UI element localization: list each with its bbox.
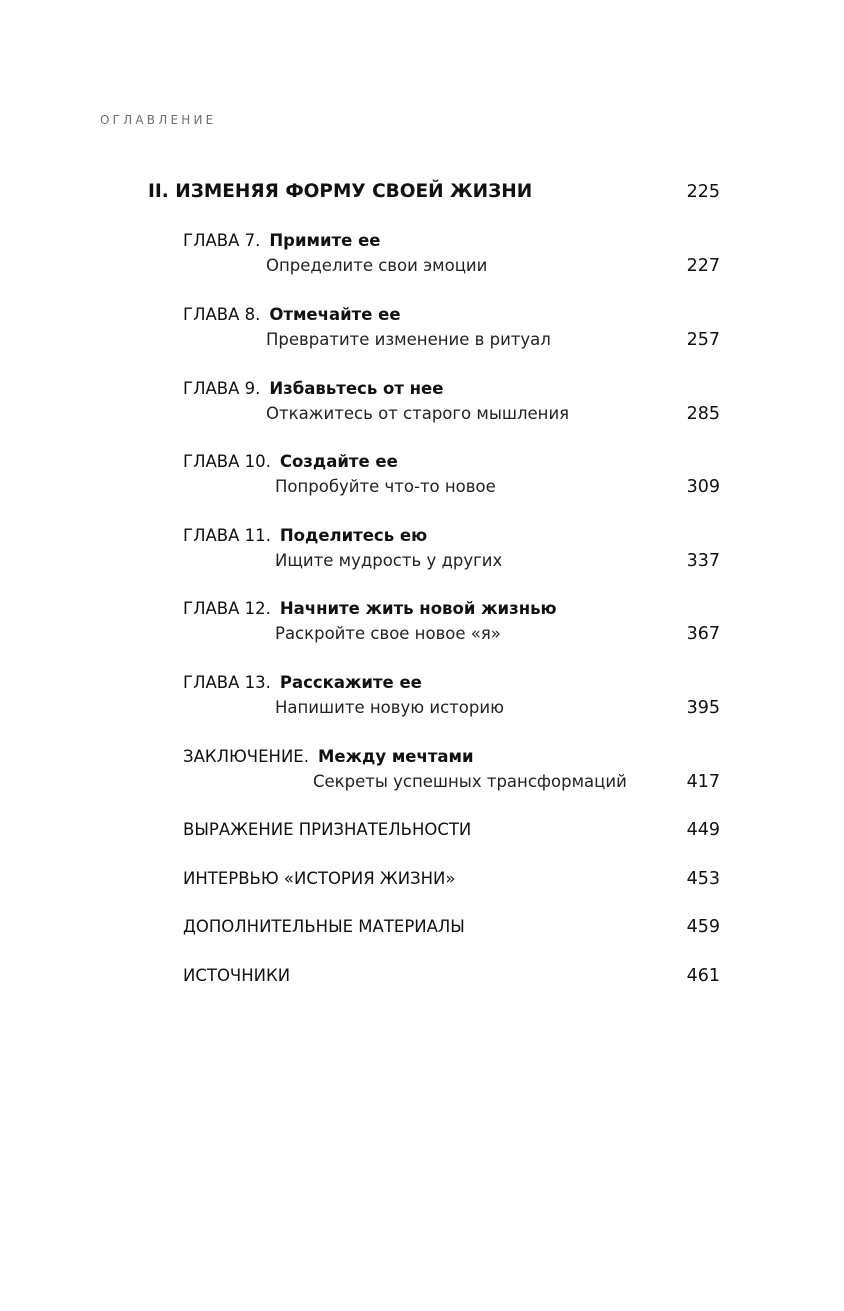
toc-chapter-7[interactable] (183, 231, 720, 279)
chapter-label: ГЛАВА 9. (183, 379, 261, 398)
chapter-subtitle: Напишите новую историю (275, 698, 504, 717)
chapter-subtitle: Превратите изменение в ритуал (266, 330, 551, 349)
chapter-page-number: 395 (686, 698, 720, 718)
toc-interview[interactable] (183, 869, 720, 893)
entry-title: ВЫРАЖЕНИЕ ПРИЗНАТЕЛЬНОСТИ (183, 820, 472, 839)
entry-page-number: 459 (686, 917, 720, 937)
toc-additional-materials[interactable] (183, 917, 720, 941)
chapter-title: Избавьтесь от нее (269, 379, 444, 398)
chapter-subtitle: Ищите мудрость у других (275, 551, 503, 570)
chapter-title: Расскажите ее (279, 673, 422, 692)
entry-title: ДОПОЛНИТЕЛЬНЫЕ МАТЕРИАЛЫ (183, 917, 465, 936)
chapter-page-number: 227 (686, 256, 720, 276)
entry-title: ИСТОЧНИКИ (183, 966, 291, 985)
chapter-page-number: 309 (686, 477, 720, 497)
chapter-subtitle: Откажитесь от старого мышления (266, 404, 570, 423)
chapter-label: ГЛАВА 8. (183, 305, 261, 324)
entry-page-number: 453 (686, 869, 720, 889)
chapter-page-number: 417 (686, 772, 720, 792)
chapter-subtitle: Секреты успешных трансформаций (313, 772, 627, 791)
entry-title: ИНТЕРВЬЮ «ИСТОРИЯ ЖИЗНИ» (183, 869, 456, 888)
part-page-number: 225 (686, 182, 720, 202)
chapter-label: ГЛАВА 10. (183, 452, 271, 471)
entry-page-number: 449 (686, 820, 720, 840)
toc-chapter-9[interactable] (183, 379, 720, 427)
toc-chapter-12[interactable] (183, 599, 720, 647)
toc-chapter-11[interactable] (183, 526, 720, 574)
chapter-subtitle: Раскройте свое новое «я» (275, 624, 501, 643)
chapter-page-number: 285 (686, 404, 720, 424)
chapter-page-number: 337 (686, 551, 720, 571)
chapter-label: ГЛАВА 11. (183, 526, 271, 545)
chapter-page-number: 257 (686, 330, 720, 350)
toc-chapter-8[interactable] (183, 305, 720, 353)
entry-page-number: 461 (686, 966, 720, 986)
chapter-subtitle: Определите свои эмоции (266, 256, 488, 275)
toc-chapter-10[interactable] (183, 452, 720, 500)
chapter-label: ГЛАВА 7. (183, 231, 261, 250)
toc-chapter-13[interactable] (183, 673, 720, 721)
chapter-title: Создайте ее (279, 452, 398, 471)
toc-sources[interactable] (183, 966, 720, 990)
chapter-subtitle: Попробуйте что-то новое (275, 477, 496, 496)
part-title: II. ИЗМЕНЯЯ ФОРМУ СВОЕЙ ЖИЗНИ (148, 181, 533, 202)
running-head: ОГЛАВЛЕНИЕ (100, 113, 217, 127)
chapter-title: Между мечтами (317, 747, 474, 766)
chapter-title: Начните жить новой жизнью (279, 599, 557, 618)
toc-acknowledgments[interactable] (183, 820, 720, 844)
chapter-label: ГЛАВА 12. (183, 599, 271, 618)
chapter-label: ГЛАВА 13. (183, 673, 271, 692)
chapter-page-number: 367 (686, 624, 720, 644)
chapter-title: Отмечайте ее (269, 305, 401, 324)
toc-conclusion[interactable] (183, 747, 720, 795)
chapter-title: Примите ее (269, 231, 381, 250)
chapter-title: Поделитесь ею (279, 526, 428, 545)
chapter-label: ЗАКЛЮЧЕНИЕ. (183, 747, 309, 766)
